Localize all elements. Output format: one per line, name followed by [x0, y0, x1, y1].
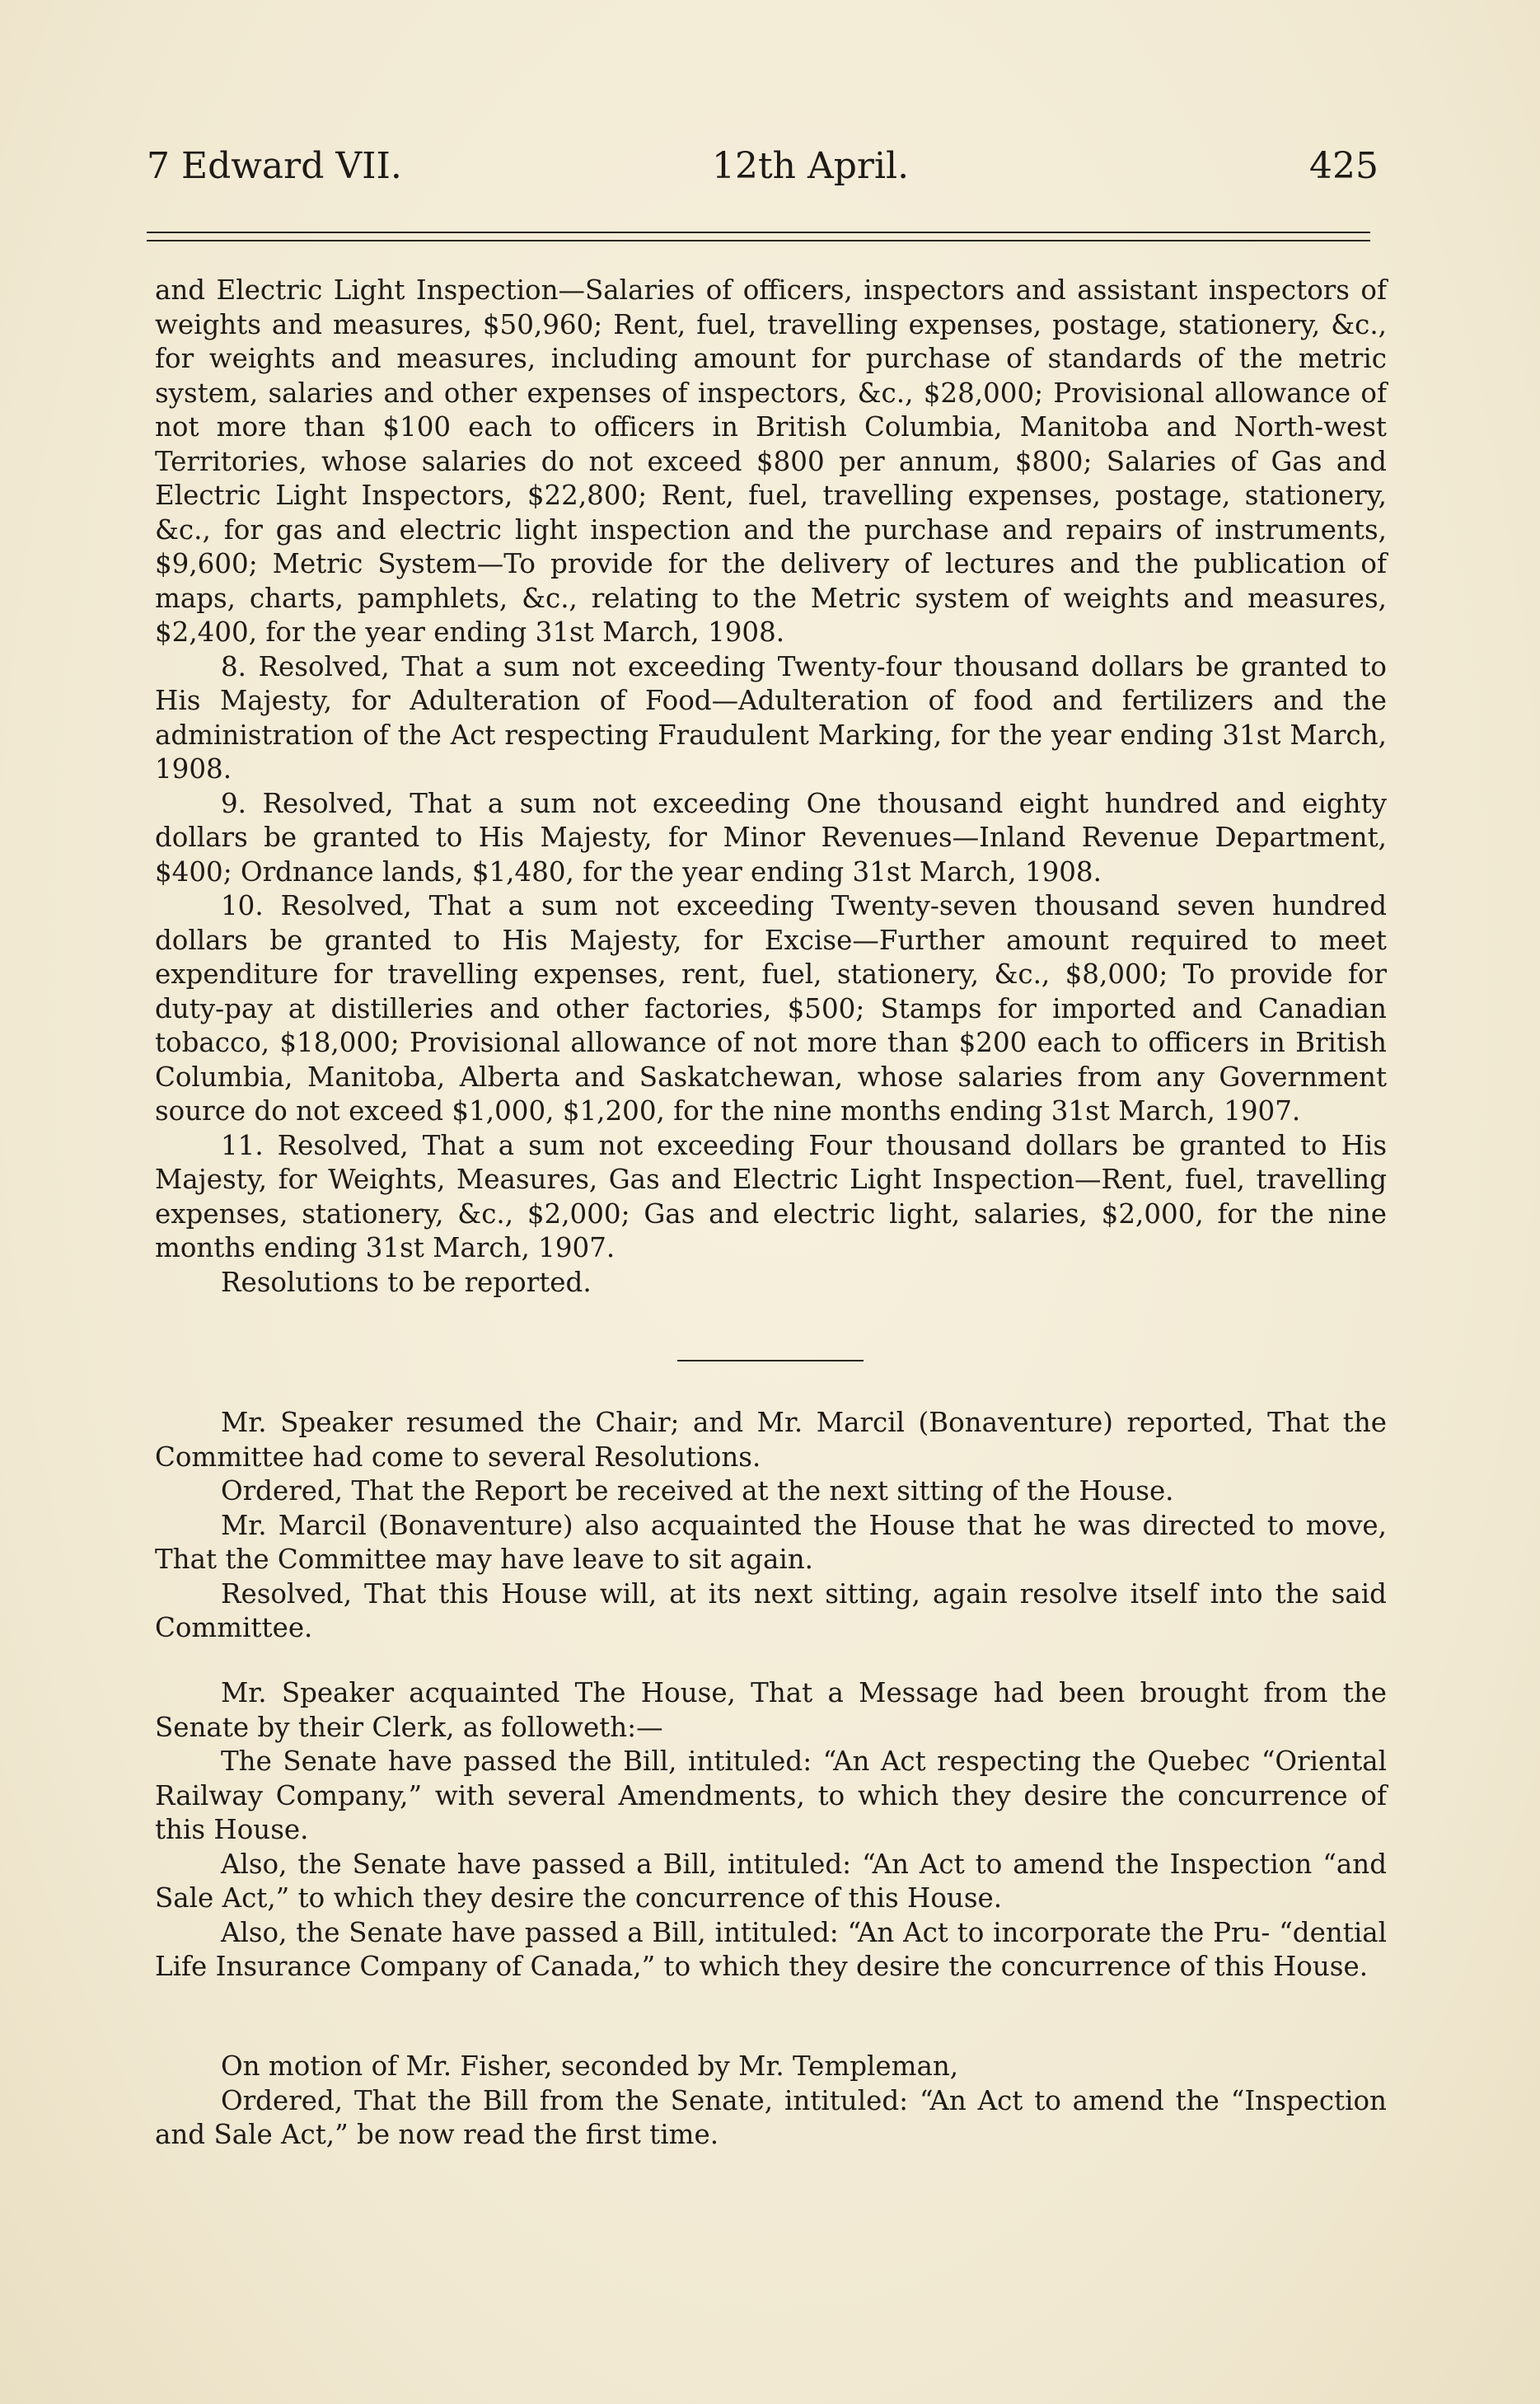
report-ordered: Ordered, That the Report be received at the next sitting of the House. [221, 1475, 1174, 1507]
page-number: 425 [1309, 145, 1379, 187]
senate-message-block [155, 1676, 1387, 1985]
resolution-11: 11. Resolved, That a sum not exceeding Four thousand dollars be granted to His Majesty, for Weights, Measures, Gas and Electric Light Inspection—Rent, fuel, travelling expenses, stationery, &c., $2,000; Gas and electric light, salaries, $2,000, for the nine months ending 31st March, 1907. [155, 1129, 1387, 1263]
leave-to-sit-again: Mr. Marcil (Bonaventure) also acquainted the House that he was directed to move, That the Committee may have leave to sit again. [155, 1509, 1387, 1575]
resolution-8: 8. Resolved, That a sum not exceeding Twenty-four thousand dollars be granted to His Majesty, for Adulteration of Food—Adulteration of food and fertilizers and the administration of the Act respecting Fraudulent Marking, for the year ending 31st March, 1908. [155, 650, 1387, 785]
page-header [147, 145, 1379, 194]
senate-bill-prudential: Also, the Senate have passed a Bill, intituled: “An Act to incorporate the Pru- “dential Life Insurance Company of Canada,” to which they desire the concurrence of this House. [155, 1916, 1387, 1982]
speaker-resumed-chair: Mr. Speaker resumed the Chair; and Mr. Marcil (Bonaventure) reported, That the Committee had come to several Resolutions. [155, 1407, 1387, 1473]
senate-bill-quebec-oriental: The Senate have passed the Bill, intituled: “An Act respecting the Quebec “Oriental Railway Company,” with several Amendments, to which they desire the concurrence of this House. [155, 1746, 1387, 1845]
resolved-committee: Resolved, That this House will, at its next sitting, again resolve itself into the said Committee. [155, 1577, 1387, 1643]
section-divider [677, 1360, 864, 1361]
motion-fisher: On motion of Mr. Fisher, seconded by Mr. Templeman, [221, 2050, 959, 2082]
resolution-9: 9. Resolved, That a sum not exceeding One thousand eight hundred and eighty dollars be granted to His Majesty, for Minor Revenues—Inland Revenue Department, $400; Ordnance lands, $1,480, for the year ending 31st March, 1908. [155, 787, 1387, 888]
date-heading: 12th April. [712, 145, 910, 187]
committee-report-block [155, 1406, 1387, 1646]
header-rule-bottom [147, 240, 1370, 241]
resolution-10: 10. Resolved, That a sum not exceeding Twenty-seven thousand seven hundred dollars be granted to His Majesty, for Excise—Further amount required to meet expenditure for travelling expenses, rent, fuel, stationery, &c., $8,000; To provide for duty-pay at distilleries and other factories, $500; Stamps for imported and Canadian tobacco, $18,000; Provisional allowance of not more than $200 each to officers in British Columbia, Manitoba, Alberta and Saskatchewan, whose salaries from any Government source do not exceed $1,000, $1,200, for the nine months ending 31st March, 1907. [155, 890, 1387, 1127]
bill-first-reading: Ordered, That the Bill from the Senate, intituled: “An Act to amend the “Inspection and Sale Act,” be now read the first time. [155, 2084, 1387, 2150]
regnal-year: 7 Edward VII. [147, 145, 402, 187]
resolutions-block [155, 274, 1387, 1300]
motion-block [155, 2050, 1387, 2153]
senate-bill-inspection-sale: Also, the Senate have passed a Bill, intituled: “An Act to amend the Inspection “and Sale Act,” to which they desire the concurrence of this House. [155, 1848, 1387, 1914]
paragraph-continued: and Electric Light Inspection—Salaries of officers, inspectors and assistant inspectors of weights and measures, $50,960; Rent, fuel, travelling expenses, postage, stationery, &c., for weights and measures, including amount for purchase of standards of the metric system, salaries and other expenses of inspectors, &c., $28,000; Provisional allowance of not more than $100 each to officers in British Columbia, Manitoba and North-west Territories, whose salaries do not exceed $800 per annum, $800; Salaries of Gas and Electric Light Inspectors, $22,800; Rent, fuel, travelling expenses, postage, stationery, &c., for gas and electric light inspection and the purchase and repairs of instruments, $9,600; Metric System—To provide for the delivery of lectures and the publication of maps, charts, pamphlets, &c., relating to the Metric system of weights and measures, $2,400, for the year ending 31st March, 1908. [155, 274, 1387, 648]
senate-message-intro: Mr. Speaker acquainted The House, That a Message had been brought from the Senate by their Clerk, as followeth:— [155, 1677, 1387, 1743]
resolutions-reported: Resolutions to be reported. [221, 1266, 592, 1298]
header-rule-top [147, 232, 1370, 233]
